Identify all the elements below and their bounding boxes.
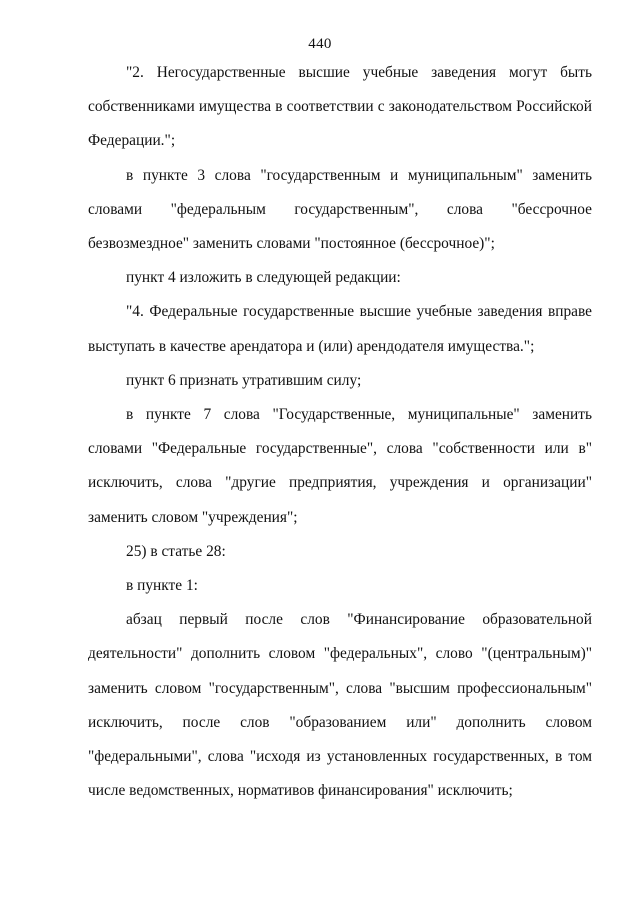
paragraph-2: в пункте 3 слова "государственным и муниципальным" заменить словами "федеральным государственным", слова "бессрочное безвозмездное" заменить словами "постоянное (бессрочное)";	[88, 166, 592, 253]
paragraph-3: пункт 4 изложить в следующей редакции:	[126, 269, 401, 287]
paragraph-8: в пункте 1:	[126, 577, 198, 595]
paragraph-7: 25) в статье 28:	[126, 542, 226, 560]
paragraph-4: "4. Федеральные государственные высшие учебные заведения вправе выступать в качестве арендатора и (или) арендодателя имущества.";	[88, 303, 592, 355]
paragraph-9: абзац первый после слов "Финансирование образовательной деятельности" дополнить словом "федеральных", слово "(центральным)" заменить словом "государственным", слова "высшим профессиональным" исключить, после слов "образованием или" дополнить словом "федеральными", слова "исходя из установленных государственных, в том числе ведомственных, нормативов финансирования" исключить;	[88, 611, 592, 800]
document-body	[88, 56, 592, 808]
paragraph-1: "2. Негосударственные высшие учебные заведения могут быть собственниками имущества в соответствии с законодательством Российской Федерации.";	[88, 64, 592, 150]
paragraph-5: пункт 6 признать утратившим силу;	[126, 371, 362, 389]
page-number: 440	[308, 36, 332, 52]
paragraph-6: в пункте 7 слова "Государственные, муниципальные" заменить словами "Федеральные государственные", слова "собственности или в" исключить, слова "другие предприятия, учреждения и организации" заменить словом "учреждения";	[88, 406, 592, 526]
